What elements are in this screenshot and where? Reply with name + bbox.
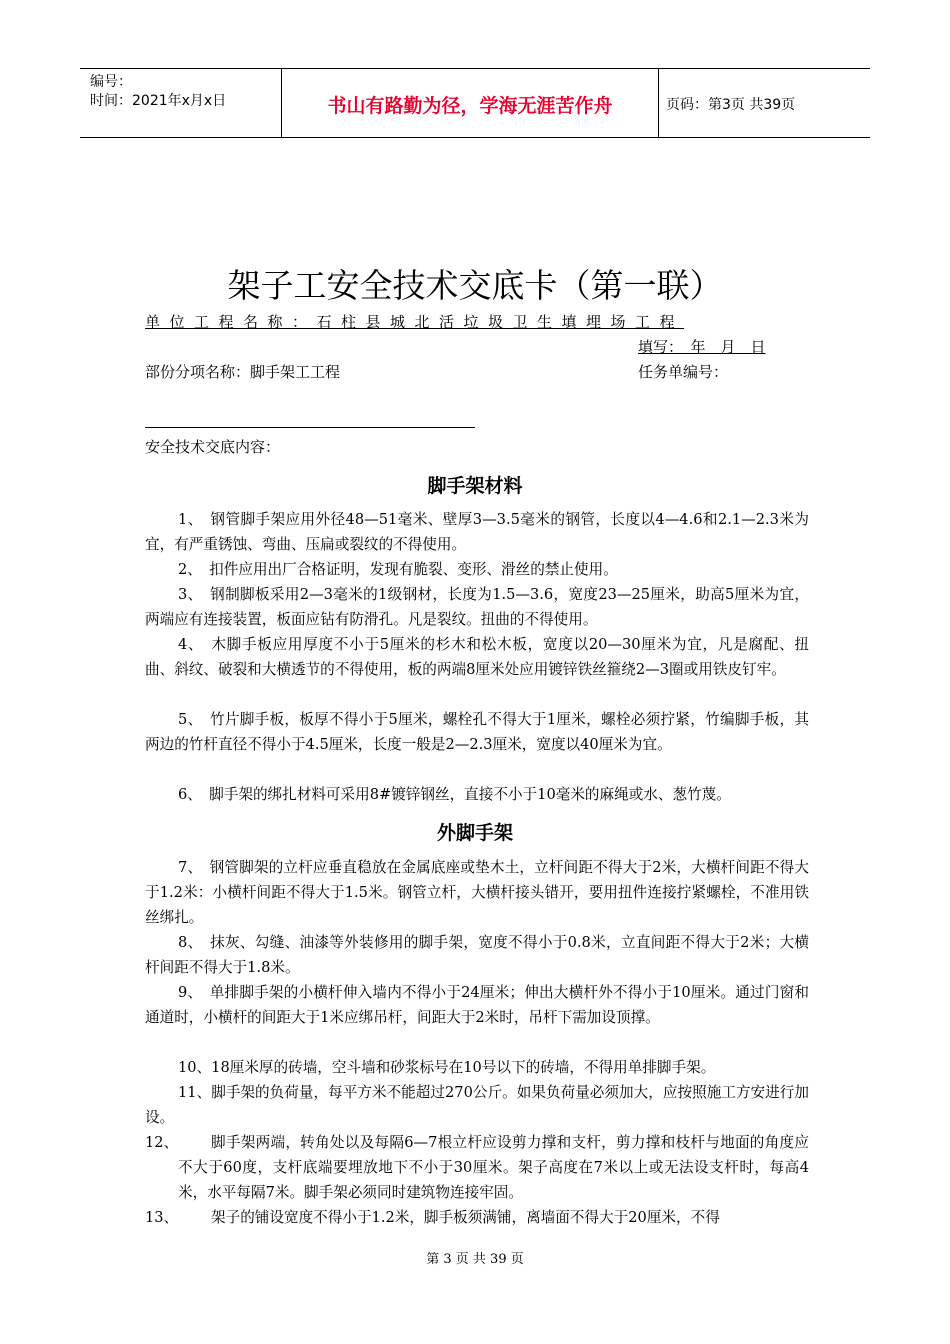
page-info: 页码：第3页 共39页 (666, 97, 796, 113)
content-label: 安全技术交底内容： (145, 438, 281, 456)
section-heading-external-scaffold: 外脚手架 (436, 822, 513, 844)
list-item (145, 1130, 809, 1205)
item-number: 12、 (145, 1134, 179, 1151)
sub-project-name: 部份分项名称：脚手架工工程 (145, 363, 341, 381)
item-number: 13、 (145, 1209, 179, 1226)
page-footer: 第 3 页 共 39 页 (426, 1252, 524, 1267)
header-divider (658, 69, 659, 137)
list-item: 3、 钢制脚板采用2—3毫米的1级钢材，长度为1.5—3.6，宽度23—25厘米，助高5厘米为宜，两端应有连接装置，板面应钻有防滑孔。凡是裂纹。扭曲的不得使用。 (145, 586, 809, 628)
date-label: 时间：2021年x月x日 (90, 93, 227, 109)
task-number: 任务单编号： (638, 363, 729, 381)
list-item: 2、 扣件应用出厂合格证明，发现有脆裂、变形、滑丝的禁止使用。 (178, 561, 618, 578)
list-item: 5、 竹片脚手板，板厚不得小于5厘米，螺栓孔不得大于1厘米，螺栓必须拧紧，竹编脚手板，其两边的竹杆直径不得小于4.5厘米，长度一般是2—2.3厘米，宽度以40厘米为宜。 (145, 711, 809, 753)
section-heading-materials: 脚手架材料 (427, 475, 523, 497)
header-motto: 书山有路勤为径，学海无涯苦作舟 (327, 95, 613, 117)
list-item: 6、 脚手架的绑扎材料可采用8#镀锌钢丝，直接不小于10毫米的麻绳或水、葱竹蔑。 (178, 786, 731, 803)
number-label: 编号： (90, 74, 132, 90)
list-item: 11、脚手架的负荷量，每平方米不能超过270公斤。如果负荷量必须加大，应按照施工方安进行加设。 (145, 1084, 809, 1126)
page-header (80, 68, 870, 138)
list-item: 7、 钢管脚架的立杆应垂直稳放在金属底座或垫木土，立杆间距不得大于2米，大横杆间距不得大于1.2米：小横杆间距不得大于1.5米。钢管立杆，大横杆接头错开，要用扭件连接拧紧螺栓，不准用铁丝绑扎。 (145, 859, 809, 926)
list-item: 4、 木脚手板应用厚度不小于5厘米的杉木和松木板，宽度以20—30厘米为宜，凡是腐配、扭曲、斜纹、破裂和大横透节的不得使用，板的两端8厘米处应用镀锌铁丝箍绕2—3圈或用铁皮钉牢。 (145, 636, 809, 678)
list-item: 8、 抹灰、勾缝、油漆等外装修用的脚手架，宽度不得小于0.8米，立直间距不得大于2米；大横杆间距不得大于1.8米。 (145, 934, 809, 976)
unit-project-name: 单位工程名称：石柱县城北活垃圾卫生填埋场工程 (145, 313, 685, 331)
document-title: 架子工安全技术交底卡（第一联） (227, 266, 723, 305)
list-item (145, 1205, 809, 1230)
fill-date: 填写： 年 月 日 (638, 338, 766, 356)
item-text: 脚手架两端，转角处以及每隔6—7根立杆应设剪力撑和支杆，剪力撑和枝杆与地面的角度应不大于60度，支杆底端要埋放地下不小于30厘米。架子高度在7米以上或无法设支杆时，每高4米，水平每隔7米。脚手架必须同时建筑物连接牢固。 (178, 1134, 809, 1201)
header-left (90, 73, 226, 111)
list-item: 9、 单排脚手架的小横杆伸入墙内不得小于24厘米；伸出大横杆外不得小于10厘米。通过门窗和通道时，小横杆的间距大于1米应绑吊杆，间距大于2米时，吊杆下需加设顶撑。 (145, 984, 809, 1026)
divider-line (145, 427, 475, 428)
list-item: 10、18厘米厚的砖墙，空斗墙和砂浆标号在10号以下的砖墙，不得用单排脚手架。 (178, 1059, 716, 1076)
list-item: 1、 钢管脚手架应用外径48—51毫米、壁厚3—3.5毫米的钢管，长度以4—4.6和2.1—2.3米为宜，有严重锈蚀、弯曲、压扁或裂纹的不得使用。 (145, 511, 809, 553)
item-text: 架子的铺设宽度不得小于1.2米，脚手板须满铺，离墙面不得大于20厘米，不得 (211, 1209, 720, 1226)
